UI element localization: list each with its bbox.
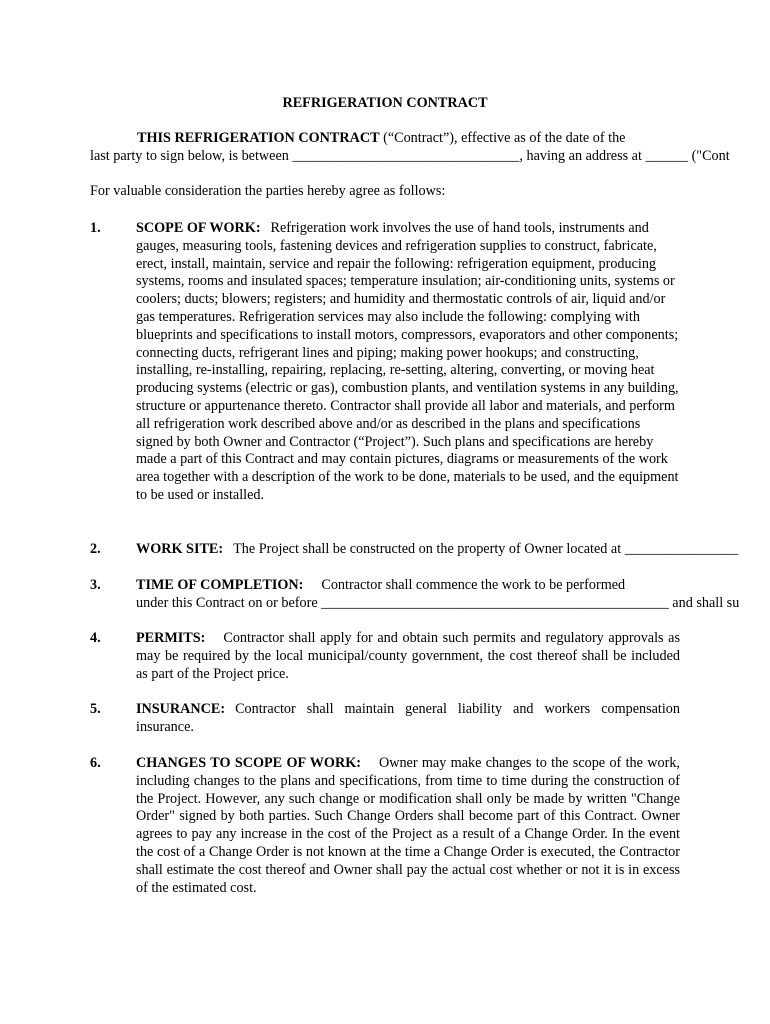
intro-paragraph	[90, 130, 770, 166]
section-heading: TIME OF COMPLETION:	[136, 577, 304, 593]
section-text: Refrigeration work involves the use of hand tools, instruments and gauges, measuring tools, fastening devices and refrigeration supplies to construct, fabricate, erect, install, maintain, service and repair the following: refrigeration equipment, producing systems, rooms and insulated spaces; temperature insulation; air-conditioning units, systems or coolers; ducts; blowers; registers; and humidity and thermostatic controls of air, liquid and/or gas temperatures. Refrigeration services may also include the following: complying with blueprints and specifications to install motors, compressors, evaporators and other components; connecting ducts, refrigerant lines and piping; making power hookups; and constructing, installing, re-installing, repairing, replacing, re-setting, altering, converting, or moving heat producing systems (electric or gas), combustion plants, and ventilation systems in any building, structure or appurtenance thereto. Contractor shall provide all labor and materials, and perform all refrigeration work described above and/or as described in the plans and specifications signed by both Owner and Contractor (“Project”). Such plans and specifications are hereby made a part of this Contract and may contain pictures, diagrams or measurements of the work area together with a description of the work to be done, materials to be used, and the equipment to be used or installed.	[136, 220, 679, 503]
section-heading: PERMITS:	[136, 630, 206, 646]
section-text: Contractor shall maintain general liability and workers compensation insurance.	[136, 701, 680, 735]
section-number: 1.	[90, 220, 101, 236]
section-heading: CHANGES TO SCOPE OF WORK:	[136, 755, 361, 771]
section-number: 5.	[90, 701, 101, 717]
section-number: 6.	[90, 755, 101, 771]
section-text: The Project shall be constructed on the property of Owner located at ________________	[233, 541, 739, 557]
section-text: Contractor shall commence the work to be performed	[321, 577, 626, 593]
section-text: Owner may make changes to the scope of the work, including changes to the plans and specifications, from time to time during the construction of the Project. However, any such change or modification shall only be made by written "Change Order" signed by both parties. Such Change Orders shall become part of this Contract. Owner agrees to pay any increase in the cost of the Project as a result of a Change Order. In the event the cost of a Change Order is not known at the time a Change Order is executed, the Contractor shall estimate the cost thereof and Owner shall pay the actual cost whether or not it is in excess of the estimated cost.	[136, 755, 680, 896]
section-text-line2: under this Contract on or before _________________________________________________ and shall su	[136, 594, 740, 611]
intro-line1: (“Contract”), effective as of the date of the	[379, 130, 626, 146]
section-number: 4.	[90, 630, 101, 646]
intro-line2: last party to sign below, is between ________________________________, having an address at ______ ("Cont	[90, 147, 730, 164]
section-heading: SCOPE OF WORK:	[136, 220, 261, 236]
section-number: 2.	[90, 541, 101, 557]
section-heading: INSURANCE:	[136, 701, 226, 717]
intro-lead: THIS REFRIGERATION CONTRACT	[137, 130, 380, 146]
consideration-line: For valuable consideration the parties hereby agree as follows:	[90, 183, 446, 199]
section-heading: WORK SITE:	[136, 541, 224, 557]
section-text: Contractor shall apply for and obtain such permits and regulatory approvals as may be required by the local municipal/county government, the cost thereof shall be included as part of the Project price.	[136, 630, 680, 682]
section-number: 3.	[90, 577, 101, 593]
document-title: REFRIGERATION CONTRACT	[282, 95, 488, 111]
